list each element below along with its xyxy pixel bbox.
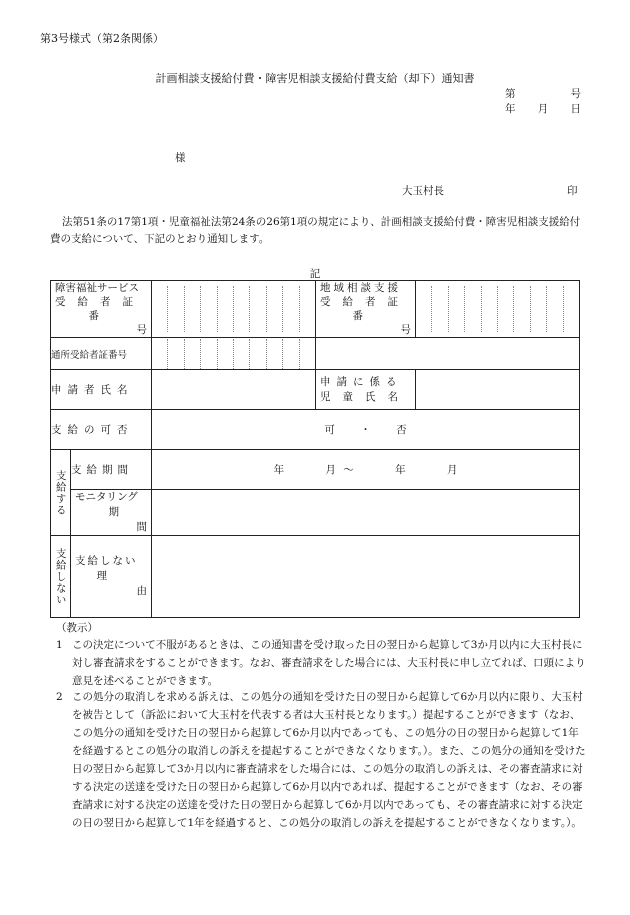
welfare-cert-line3: 番号 <box>88 310 195 336</box>
period-from-year: 年 <box>273 464 285 476</box>
form-number: 第3号様式（第2条関係） <box>40 32 164 45</box>
seal-mark: 印 <box>567 185 578 197</box>
approval-dot: ・ <box>360 424 371 436</box>
grant-group-text: 支給する <box>54 469 67 516</box>
welfare-cert-number[interactable] <box>152 281 316 338</box>
monitoring-line2: 期間 <box>108 506 175 533</box>
community-cert-line1: 地域相談支援 <box>320 282 401 294</box>
approval-yes[interactable]: 可 <box>324 424 335 436</box>
note-text: この処分の取消しを求める訴えは、この処分の通知を受けた日の翌日から起算して6か月以内に限り、大玉村を被告として（訴訟において大玉村を代表する者は大玉村長となります。）提起することができます（なお、この処分の通知を受けた日の翌日から起算して6か月以内であっても、この処分の日の翌日から起算して1年を経過するとこの処分の取消しの訴えを提起することができなくなります。）。また、この処分の通知を受けた日の翌日から起算して3か月以内に審査請求をした場合には、この処分の取消しの訴えは、その審査請求に対する決定の送達を受けた日の翌日から起算して6か月以内であれば、提起することができます（なお、その審査請求に対する決定の送達を受けた日の翌日から起算して6か月以内であっても、その審査請求に対する決定の日の翌日から起算して1年を経過すると、この処分の取消しの訴えを提起することができなくなります。）。 <box>72 691 586 829</box>
notice-table <box>50 280 580 618</box>
day-care-cert-number[interactable] <box>152 338 316 370</box>
community-cert-line3: 番号 <box>352 310 459 336</box>
community-cert-label <box>316 281 459 338</box>
reason-field[interactable] <box>152 536 580 618</box>
document-number <box>505 86 581 101</box>
approval-options[interactable] <box>152 410 580 450</box>
child-name-field[interactable] <box>416 370 580 410</box>
welfare-cert-line1: 障害福祉サービス <box>55 282 139 294</box>
notes-heading: （教示） <box>56 622 98 634</box>
monitoring-label <box>71 490 175 536</box>
child-name-line1: 申請に係る <box>320 375 403 388</box>
period-field[interactable] <box>152 450 580 490</box>
reason-label <box>71 536 187 618</box>
date-year: 年 <box>505 103 516 115</box>
issuer-name: 大玉村長 <box>402 185 444 197</box>
note-number: 2 <box>56 691 63 703</box>
body-text: 法第51条の17第1項・児童福祉法第24条の26第1項の規定により、計画相談支援給付費・障害児相談支援給付費の支給について、下記のとおり通知します。 <box>50 216 581 245</box>
note-item <box>56 636 586 690</box>
doc-no-suffix: 号 <box>570 88 581 100</box>
note-text: この決定について不服があるときは、この通知書を受け取った日の翌日から起算して3か月以内に大玉村長に対し審査請求をすることができます。なお、審査請求をした場合には、大玉村長に申し立てれば、口頭により意見を述べることができます。 <box>72 639 586 687</box>
issue-date <box>505 101 581 116</box>
period-label: 支給期間 <box>71 464 133 476</box>
child-name-label <box>316 370 416 410</box>
grant-group-label <box>51 450 71 536</box>
period-tilde: ～ <box>343 464 354 476</box>
note-number: 1 <box>56 639 63 651</box>
approval-label: 支給の可否 <box>51 424 134 436</box>
reason-line2: 理由 <box>96 570 187 597</box>
monitoring-field[interactable] <box>152 490 580 536</box>
community-cert-line2: 受給者証 <box>320 296 410 308</box>
date-day: 日 <box>570 103 581 115</box>
deny-group-label <box>51 536 71 618</box>
note-item <box>56 688 586 832</box>
reason-line1: 支給しない <box>75 555 138 567</box>
welfare-cert-line2: 受給者証 <box>55 296 145 308</box>
applicant-name-label: 申請者氏名 <box>51 384 134 396</box>
date-month: 月 <box>537 103 549 115</box>
approval-no[interactable]: 否 <box>396 424 407 436</box>
deny-group-text: 支給しない <box>54 547 67 606</box>
document-title: 計画相談支援給付費・障害児相談支援給付費支給（却下）通知書 <box>155 72 475 85</box>
community-cert-number[interactable] <box>416 281 580 338</box>
period-to-month: 月 <box>446 464 458 476</box>
welfare-cert-label <box>51 281 195 338</box>
day-care-blank <box>316 338 580 370</box>
doc-no-prefix: 第 <box>505 88 516 100</box>
applicant-name-field[interactable] <box>152 370 316 410</box>
period-to-year: 年 <box>395 464 406 476</box>
child-name-line2: 児童氏名 <box>320 390 410 403</box>
monitoring-line1: モニタリング <box>75 491 138 503</box>
day-care-cert-label: 通所受給者証番号 <box>51 338 152 370</box>
ki-heading: 記 <box>309 268 321 280</box>
recipient-suffix: 様 <box>175 152 186 164</box>
period-from-month: 月 <box>325 464 336 476</box>
